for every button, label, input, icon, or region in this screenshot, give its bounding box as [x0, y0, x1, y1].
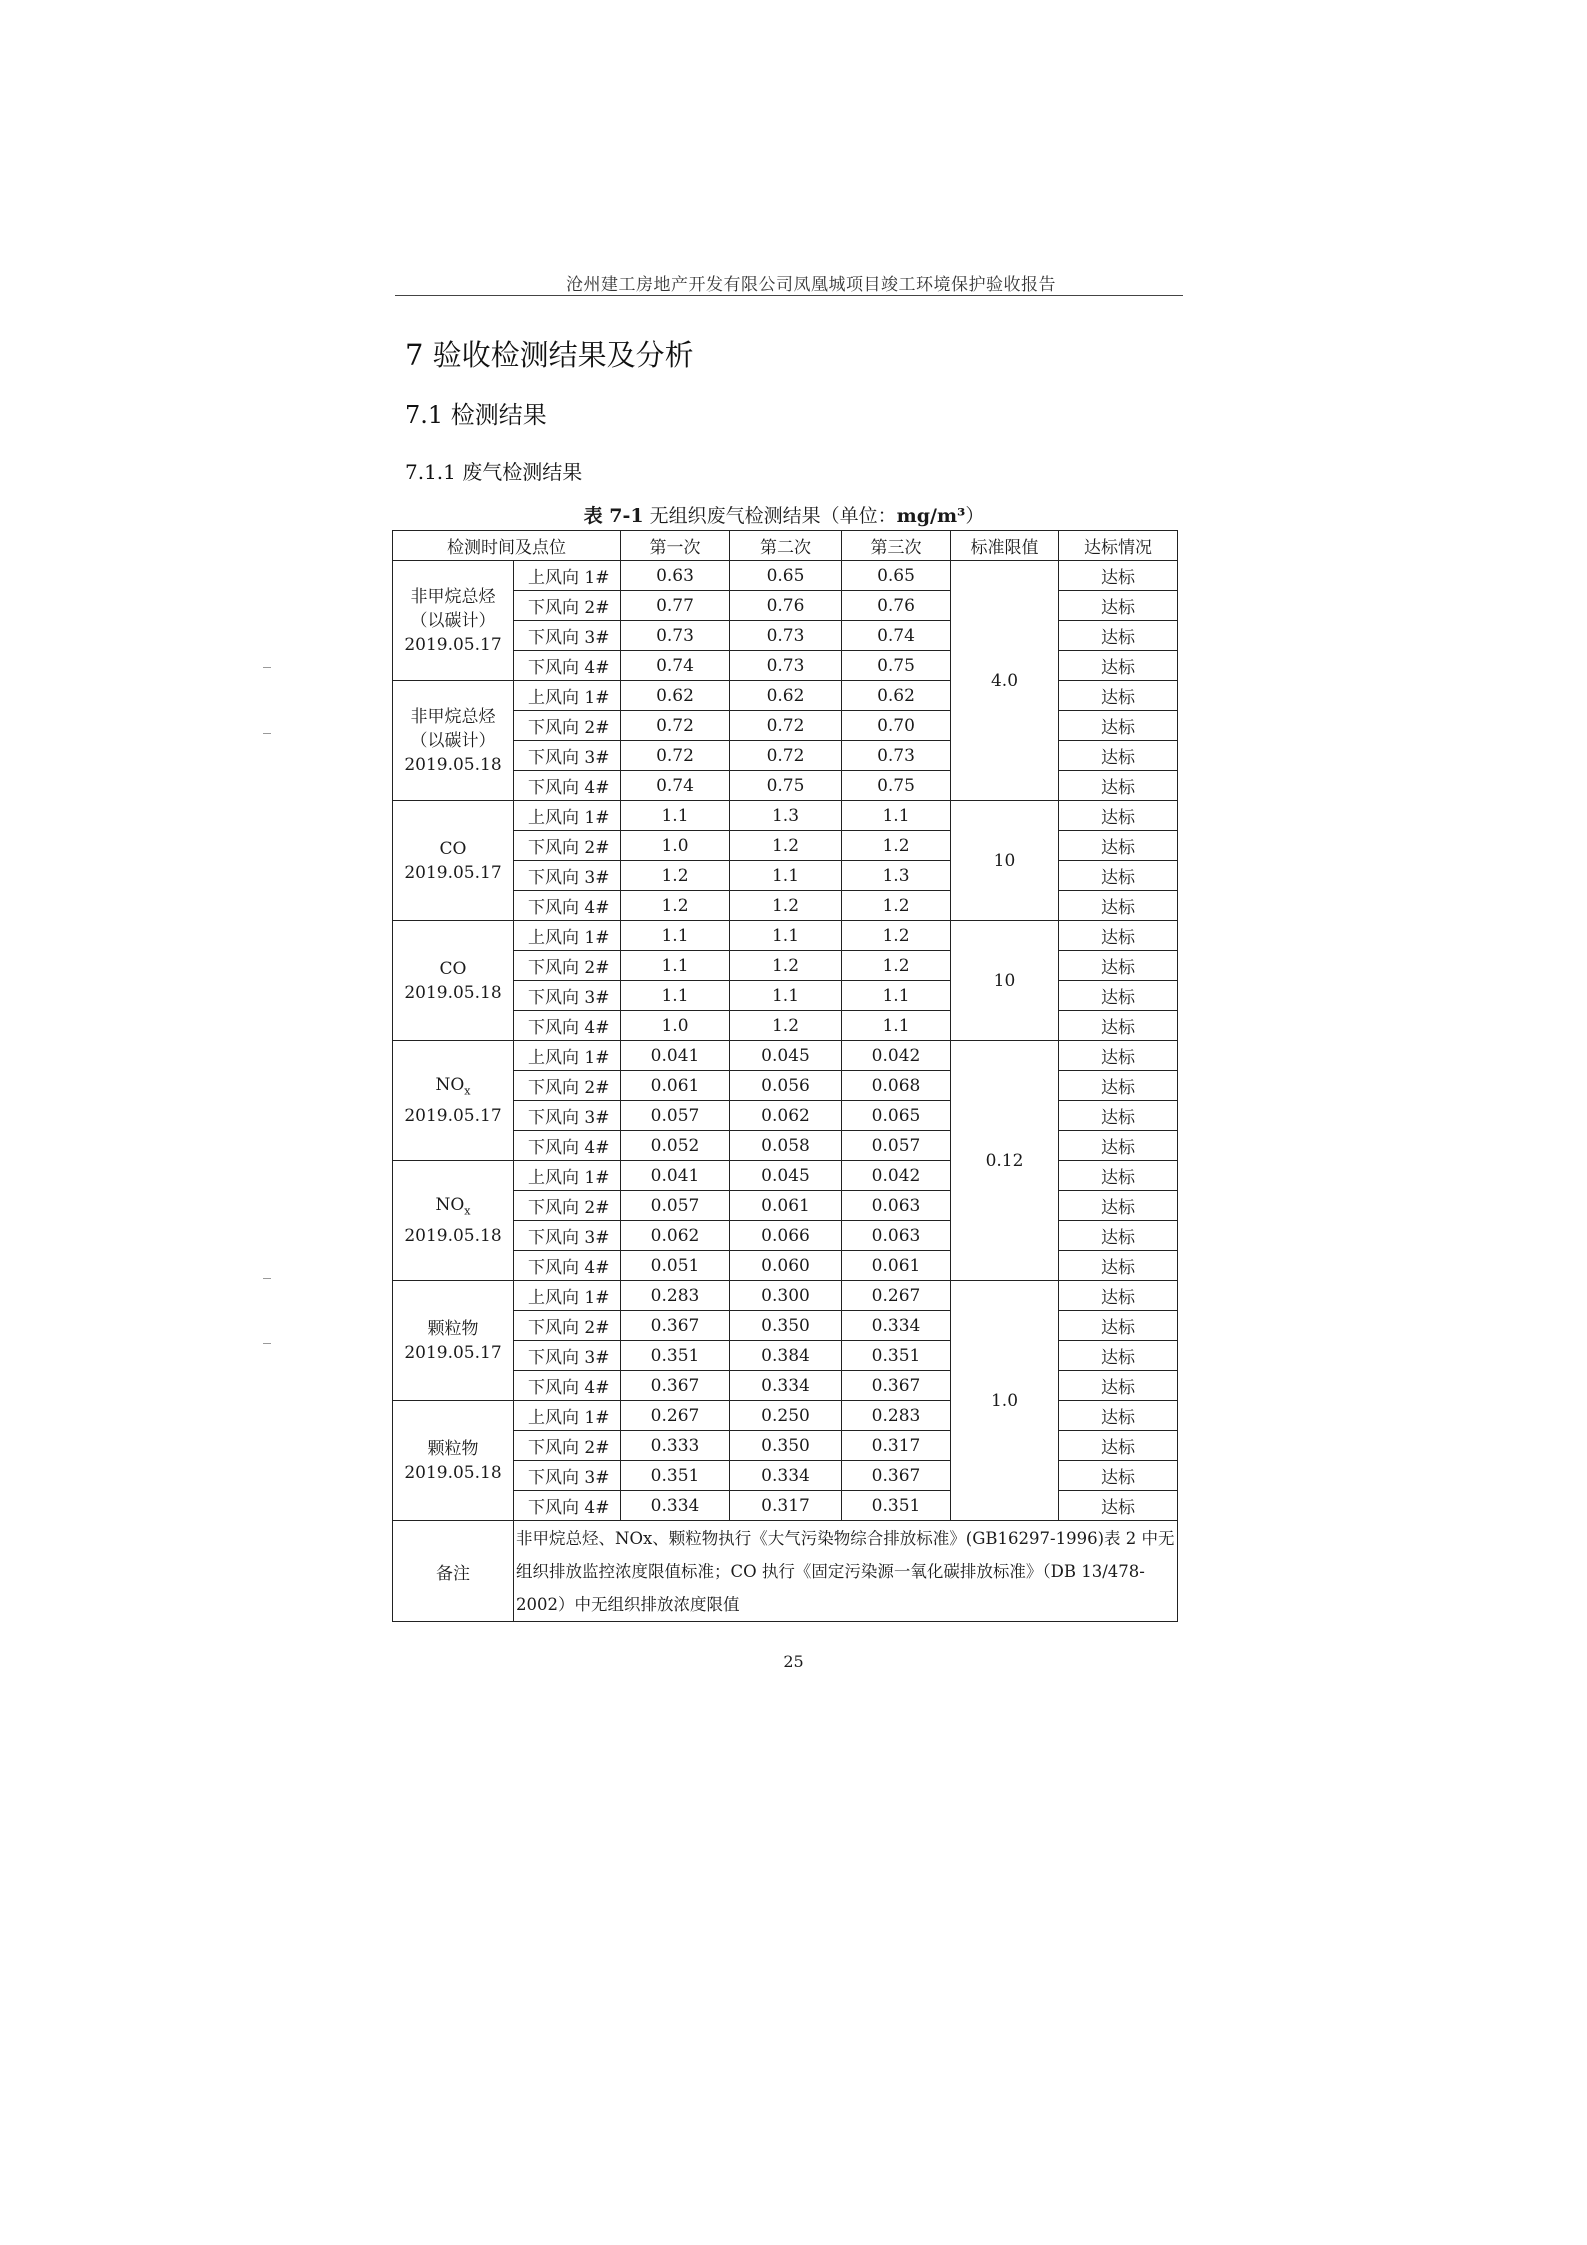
status-cell: 达标: [1059, 1041, 1178, 1071]
group-label-line: 2019.05.17: [404, 634, 502, 655]
value-cell-first: 0.057: [621, 1101, 730, 1131]
point-cell: 下风向 4#: [514, 651, 621, 681]
value-cell-third: 0.73: [842, 741, 951, 771]
status-cell: 达标: [1059, 1191, 1178, 1221]
value-cell-first: 1.1: [621, 801, 730, 831]
value-cell-second: 0.72: [730, 711, 842, 741]
value-cell-first: 1.0: [621, 1011, 730, 1041]
value-cell-second: 1.2: [730, 831, 842, 861]
status-cell: 达标: [1059, 1221, 1178, 1251]
value-cell-second: 0.300: [730, 1281, 842, 1311]
status-cell: 达标: [1059, 1461, 1178, 1491]
value-cell-second: 0.058: [730, 1131, 842, 1161]
status-cell: 达标: [1059, 681, 1178, 711]
value-cell-third: 1.3: [842, 861, 951, 891]
point-cell: 下风向 3#: [514, 981, 621, 1011]
value-cell-second: 0.384: [730, 1341, 842, 1371]
value-cell-third: 0.367: [842, 1461, 951, 1491]
table-row: [393, 681, 1178, 711]
status-cell: 达标: [1059, 1101, 1178, 1131]
point-cell: 下风向 4#: [514, 1131, 621, 1161]
value-cell-first: 0.052: [621, 1131, 730, 1161]
group-label-line: 2019.05.18: [404, 1462, 502, 1483]
note-label-cell: 备注: [393, 1521, 514, 1622]
value-cell-second: 0.75: [730, 771, 842, 801]
value-cell-third: 0.351: [842, 1341, 951, 1371]
value-cell-third: 0.367: [842, 1371, 951, 1401]
group-label-line: $NO_x$: [435, 1195, 471, 1218]
value-cell-first: 0.62: [621, 681, 730, 711]
group-label-cell: [393, 1041, 514, 1161]
value-cell-second: 0.334: [730, 1461, 842, 1491]
section-heading-7-1-1: 7.1.1 废气检测结果: [405, 460, 583, 484]
value-cell-second: 1.2: [730, 1011, 842, 1041]
section-heading-7-1: 7.1 检测结果: [405, 401, 547, 429]
table-row: [393, 561, 1178, 591]
point-cell: 下风向 2#: [514, 1071, 621, 1101]
status-cell: 达标: [1059, 1281, 1178, 1311]
group-label-line: （以碳计）: [410, 610, 496, 631]
point-cell: 上风向 1#: [514, 1281, 621, 1311]
group-label-cell: [393, 681, 514, 801]
emission-results-table: [392, 530, 1178, 1622]
group-label-line: 非甲烷总烃: [410, 706, 496, 727]
value-cell-second: 1.3: [730, 801, 842, 831]
value-cell-first: 0.72: [621, 711, 730, 741]
value-cell-third: 0.70: [842, 711, 951, 741]
point-cell: 上风向 1#: [514, 681, 621, 711]
value-cell-third: 0.061: [842, 1251, 951, 1281]
status-cell: 达标: [1059, 981, 1178, 1011]
value-cell-second: 0.73: [730, 651, 842, 681]
value-cell-first: 1.0: [621, 831, 730, 861]
limit-cell: 0.12: [951, 1041, 1059, 1281]
value-cell-second: 0.060: [730, 1251, 842, 1281]
value-cell-third: 1.2: [842, 891, 951, 921]
point-cell: 下风向 2#: [514, 1311, 621, 1341]
group-label-line: 2019.05.18: [404, 754, 502, 775]
value-cell-first: 0.73: [621, 621, 730, 651]
group-label-cell: [393, 1401, 514, 1521]
value-cell-second: 0.65: [730, 561, 842, 591]
value-cell-second: 0.061: [730, 1191, 842, 1221]
value-cell-third: 0.042: [842, 1161, 951, 1191]
group-label-line: 2019.05.17: [404, 1105, 502, 1126]
status-cell: 达标: [1059, 651, 1178, 681]
group-label-cell: [393, 921, 514, 1041]
value-cell-second: 0.76: [730, 591, 842, 621]
point-cell: 下风向 4#: [514, 1371, 621, 1401]
value-cell-second: 0.317: [730, 1491, 842, 1521]
status-cell: 达标: [1059, 771, 1178, 801]
header-cell-status: 达标情况: [1059, 531, 1178, 561]
point-cell: 下风向 4#: [514, 1251, 621, 1281]
point-cell: 下风向 4#: [514, 771, 621, 801]
table-caption-number: 表 7-1: [583, 505, 644, 527]
status-cell: 达标: [1059, 1071, 1178, 1101]
value-cell-first: 0.74: [621, 651, 730, 681]
point-cell: 上风向 1#: [514, 1041, 621, 1071]
status-cell: 达标: [1059, 951, 1178, 981]
value-cell-third: 1.2: [842, 921, 951, 951]
table-header-row: [393, 531, 1178, 561]
value-cell-first: 1.2: [621, 891, 730, 921]
status-cell: 达标: [1059, 831, 1178, 861]
group-label-cell: [393, 801, 514, 921]
value-cell-third: 1.2: [842, 951, 951, 981]
point-cell: 下风向 3#: [514, 861, 621, 891]
value-cell-third: 0.76: [842, 591, 951, 621]
status-cell: 达标: [1059, 561, 1178, 591]
value-cell-third: 0.62: [842, 681, 951, 711]
scan-mark: [263, 1278, 271, 1279]
section-heading-7: 7 验收检测结果及分析: [405, 338, 694, 372]
point-cell: 上风向 1#: [514, 1401, 621, 1431]
value-cell-first: 1.1: [621, 981, 730, 1011]
table-row: [393, 921, 1178, 951]
point-cell: 下风向 3#: [514, 741, 621, 771]
value-cell-third: 0.057: [842, 1131, 951, 1161]
value-cell-third: 0.267: [842, 1281, 951, 1311]
value-cell-first: 0.061: [621, 1071, 730, 1101]
value-cell-first: 0.351: [621, 1461, 730, 1491]
value-cell-third: 0.317: [842, 1431, 951, 1461]
status-cell: 达标: [1059, 1131, 1178, 1161]
value-cell-first: 0.041: [621, 1161, 730, 1191]
table-caption-unit: mg/m³: [896, 505, 966, 527]
value-cell-first: 0.351: [621, 1341, 730, 1371]
value-cell-first: 0.72: [621, 741, 730, 771]
value-cell-first: 1.2: [621, 861, 730, 891]
value-cell-second: 0.334: [730, 1371, 842, 1401]
value-cell-second: 0.350: [730, 1311, 842, 1341]
group-label-line: 2019.05.18: [404, 1225, 502, 1246]
value-cell-first: 0.057: [621, 1191, 730, 1221]
value-cell-third: 0.063: [842, 1221, 951, 1251]
status-cell: 达标: [1059, 1431, 1178, 1461]
value-cell-first: 0.77: [621, 591, 730, 621]
group-label-line: $NO_x$: [435, 1075, 471, 1098]
value-cell-third: 0.65: [842, 561, 951, 591]
value-cell-second: 1.2: [730, 951, 842, 981]
value-cell-third: 0.063: [842, 1191, 951, 1221]
status-cell: 达标: [1059, 591, 1178, 621]
group-label-line: CO: [439, 958, 467, 979]
value-cell-first: 0.63: [621, 561, 730, 591]
value-cell-first: 0.74: [621, 771, 730, 801]
group-label-line: 2019.05.17: [404, 862, 502, 883]
value-cell-third: 0.065: [842, 1101, 951, 1131]
status-cell: 达标: [1059, 1251, 1178, 1281]
value-cell-third: 1.1: [842, 801, 951, 831]
value-cell-second: 0.056: [730, 1071, 842, 1101]
header-cell-first: 第一次: [621, 531, 730, 561]
point-cell: 下风向 2#: [514, 1431, 621, 1461]
value-cell-second: 1.1: [730, 981, 842, 1011]
value-cell-first: 1.1: [621, 921, 730, 951]
point-cell: 上风向 1#: [514, 561, 621, 591]
group-label-line: （以碳计）: [410, 730, 496, 751]
point-cell: 下风向 2#: [514, 951, 621, 981]
value-cell-first: 0.062: [621, 1221, 730, 1251]
status-cell: 达标: [1059, 1491, 1178, 1521]
point-cell: 上风向 1#: [514, 921, 621, 951]
status-cell: 达标: [1059, 801, 1178, 831]
limit-cell: 10: [951, 801, 1059, 921]
table-row: [393, 1041, 1178, 1071]
header-cell-third: 第三次: [842, 531, 951, 561]
value-cell-first: 0.267: [621, 1401, 730, 1431]
point-cell: 下风向 3#: [514, 1341, 621, 1371]
value-cell-third: 0.283: [842, 1401, 951, 1431]
value-cell-first: 0.041: [621, 1041, 730, 1071]
limit-cell: 10: [951, 921, 1059, 1041]
limit-cell: 4.0: [951, 561, 1059, 801]
point-cell: 下风向 3#: [514, 1101, 621, 1131]
value-cell-second: 0.250: [730, 1401, 842, 1431]
value-cell-first: 0.367: [621, 1371, 730, 1401]
point-cell: 上风向 1#: [514, 1161, 621, 1191]
point-cell: 下风向 4#: [514, 891, 621, 921]
table-caption-text: 无组织废气检测结果（单位：: [643, 505, 897, 527]
status-cell: 达标: [1059, 861, 1178, 891]
point-cell: 下风向 3#: [514, 621, 621, 651]
header-title: 沧州建工房地产开发有限公司凤凰城项目竣工环境保护验收报告: [566, 275, 1056, 295]
value-cell-third: 1.2: [842, 831, 951, 861]
header-cell-limit: 标准限值: [951, 531, 1059, 561]
status-cell: 达标: [1059, 1371, 1178, 1401]
value-cell-third: 0.75: [842, 651, 951, 681]
table-caption-suffix: ）: [965, 505, 985, 527]
page-number: 25: [783, 1652, 804, 1671]
note-row: [393, 1521, 1178, 1622]
status-cell: 达标: [1059, 741, 1178, 771]
value-cell-second: 0.73: [730, 621, 842, 651]
value-cell-first: 1.1: [621, 951, 730, 981]
point-cell: 下风向 4#: [514, 1011, 621, 1041]
header-cell-point: 检测时间及点位: [393, 531, 621, 561]
point-cell: 下风向 2#: [514, 831, 621, 861]
value-cell-second: 0.045: [730, 1161, 842, 1191]
value-cell-third: 0.068: [842, 1071, 951, 1101]
scan-mark: [263, 733, 271, 734]
group-label-cell: [393, 561, 514, 681]
value-cell-second: 0.350: [730, 1431, 842, 1461]
value-cell-second: 0.62: [730, 681, 842, 711]
status-cell: 达标: [1059, 1161, 1178, 1191]
value-cell-third: 1.1: [842, 981, 951, 1011]
group-label-cell: [393, 1281, 514, 1401]
value-cell-second: 1.1: [730, 861, 842, 891]
status-cell: 达标: [1059, 1311, 1178, 1341]
scan-mark: [263, 1343, 271, 1344]
status-cell: 达标: [1059, 1401, 1178, 1431]
group-label-line: 2019.05.17: [404, 1342, 502, 1363]
value-cell-second: 1.2: [730, 891, 842, 921]
value-cell-first: 0.334: [621, 1491, 730, 1521]
value-cell-third: 1.1: [842, 1011, 951, 1041]
status-cell: 达标: [1059, 711, 1178, 741]
value-cell-second: 0.066: [730, 1221, 842, 1251]
table-row: [393, 1401, 1178, 1431]
status-cell: 达标: [1059, 891, 1178, 921]
value-cell-third: 0.75: [842, 771, 951, 801]
value-cell-third: 0.042: [842, 1041, 951, 1071]
point-cell: 下风向 2#: [514, 711, 621, 741]
value-cell-second: 0.062: [730, 1101, 842, 1131]
point-cell: 下风向 4#: [514, 1491, 621, 1521]
value-cell-first: 0.367: [621, 1311, 730, 1341]
point-cell: 下风向 3#: [514, 1221, 621, 1251]
status-cell: 达标: [1059, 1011, 1178, 1041]
value-cell-first: 0.333: [621, 1431, 730, 1461]
point-cell: 下风向 2#: [514, 1191, 621, 1221]
value-cell-second: 1.1: [730, 921, 842, 951]
value-cell-second: 0.045: [730, 1041, 842, 1071]
header-divider: [395, 295, 1183, 296]
point-cell: 下风向 2#: [514, 591, 621, 621]
value-cell-second: 0.72: [730, 741, 842, 771]
scan-mark: [263, 667, 271, 668]
limit-cell: 1.0: [951, 1281, 1059, 1521]
status-cell: 达标: [1059, 921, 1178, 951]
table-body: [393, 561, 1178, 1622]
status-cell: 达标: [1059, 621, 1178, 651]
status-cell: 达标: [1059, 1341, 1178, 1371]
note-text-cell: 非甲烷总烃、NOx、颗粒物执行《大气污染物综合排放标准》(GB16297-1996)表 2 中无组织排放监控浓度限值标准；CO 执行《固定污染源一氧化碳排放标准》（DB 13/478-2002）中无组织排放浓度限值: [514, 1521, 1178, 1622]
value-cell-first: 0.051: [621, 1251, 730, 1281]
header-cell-second: 第二次: [730, 531, 842, 561]
group-label-line: 非甲烷总烃: [410, 586, 496, 607]
point-cell: 下风向 3#: [514, 1461, 621, 1491]
value-cell-first: 0.283: [621, 1281, 730, 1311]
table-row: [393, 801, 1178, 831]
table-caption: [390, 501, 1178, 528]
point-cell: 上风向 1#: [514, 801, 621, 831]
value-cell-third: 0.74: [842, 621, 951, 651]
group-label-cell: [393, 1161, 514, 1281]
group-label-line: 2019.05.18: [404, 982, 502, 1003]
table-row: [393, 1281, 1178, 1311]
table-row: [393, 1161, 1178, 1191]
group-label-line: CO: [439, 838, 467, 859]
value-cell-third: 0.351: [842, 1491, 951, 1521]
group-label-line: 颗粒物: [427, 1318, 479, 1339]
group-label-line: 颗粒物: [427, 1438, 479, 1459]
value-cell-third: 0.334: [842, 1311, 951, 1341]
